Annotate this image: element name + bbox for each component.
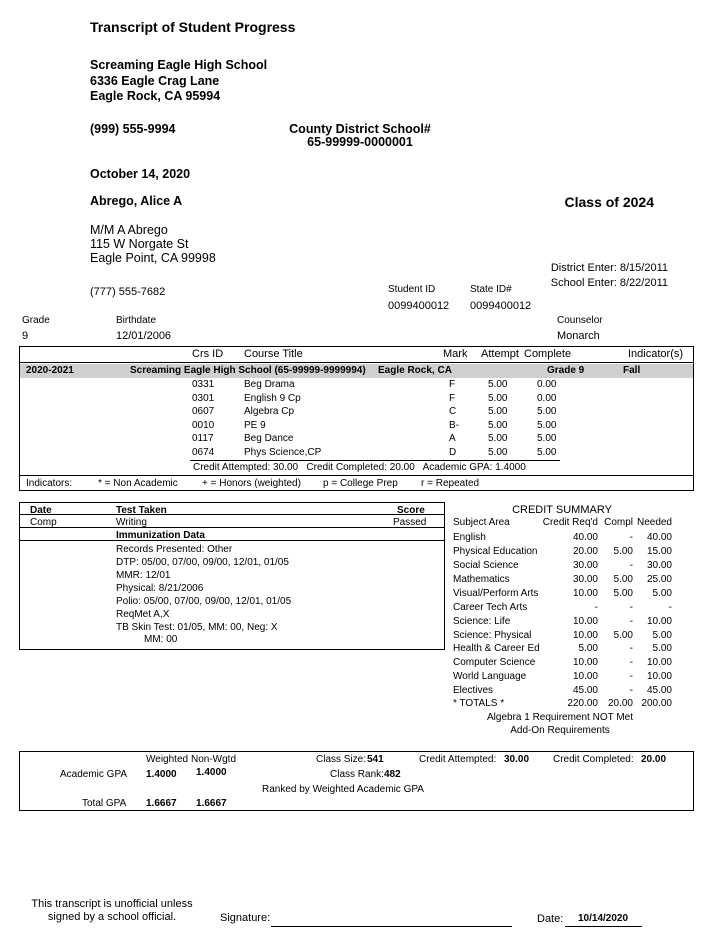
course-id: 0301	[192, 393, 215, 404]
course-id: 0674	[192, 447, 215, 458]
credit-completed: -	[629, 616, 633, 627]
credit-completed-value: 20.00	[641, 754, 667, 765]
credit-needed: 5.00	[652, 643, 672, 654]
district-number: 65-99999-0000001	[307, 135, 413, 149]
birthdate-label: Birthdate	[116, 315, 157, 326]
credit-needed: 45.00	[646, 685, 672, 696]
signature-line[interactable]	[271, 926, 512, 927]
school-address-line1: 6336 Eagle Crag Lane	[90, 74, 220, 88]
credit-required: 45.00	[572, 685, 598, 696]
student-city: Eagle Point, CA 99998	[90, 251, 216, 265]
total-gpa-label: Total GPA	[82, 798, 127, 809]
gpa-nonweighted-header: Non-Wgtd	[191, 754, 237, 765]
credit-completed: -	[629, 560, 633, 571]
ranked-by-note: Ranked by Weighted Academic GPA	[262, 784, 424, 795]
credit-subject: Science: Physical	[453, 630, 532, 641]
term-grade: Grade 9	[547, 365, 585, 376]
credit-attempted-label: Credit Attempted:	[419, 754, 497, 765]
credit-required: 30.00	[572, 560, 598, 571]
course-complete: 5.00	[537, 433, 557, 444]
counselor-label: Counselor	[557, 315, 603, 326]
credit-needed: -	[668, 602, 672, 613]
credit-required: 5.00	[578, 643, 598, 654]
credit-required: 20.00	[572, 546, 598, 557]
course-mark: C	[449, 406, 457, 417]
date-value: 10/14/2020	[578, 913, 629, 924]
col-header-course-title: Course Title	[244, 348, 303, 360]
student-id-label: Student ID	[388, 284, 436, 295]
course-id: 0607	[192, 406, 215, 417]
tests-test-header: Test Taken	[116, 505, 167, 516]
course-attempt: 5.00	[488, 420, 508, 431]
credit-completed: -	[629, 643, 633, 654]
immunization-line: MM: 00	[144, 634, 178, 645]
credit-required: 10.00	[572, 616, 598, 627]
course-id: 0331	[192, 379, 215, 390]
indicator-honors: + = Honors (weighted)	[202, 478, 301, 489]
course-title: English 9 Cp	[244, 393, 301, 404]
credit-subject: Mathematics	[453, 574, 510, 585]
credit-header-subject: Subject Area	[453, 517, 510, 528]
district-enter: District Enter: 8/15/2011	[550, 262, 668, 274]
course-mark: F	[449, 393, 456, 404]
course-attempt: 5.00	[488, 447, 508, 458]
credit-subject: English	[453, 532, 486, 543]
credit-completed: 20.00	[607, 698, 633, 709]
immunization-line: MMR: 12/01	[116, 570, 171, 581]
grade-label: Grade	[22, 315, 50, 326]
term-credit-summary: Credit Attempted: 30.00 Credit Completed: 20.00 Academic GPA: 1.4000	[193, 462, 526, 473]
col-header-indicators: Indicator(s)	[628, 348, 684, 360]
term-city: Eagle Rock, CA	[378, 365, 452, 376]
credit-required: 10.00	[572, 671, 598, 682]
credit-subject: Science: Life	[453, 616, 511, 627]
term-school: Screaming Eagle High School (65-99999-9999994)	[130, 365, 366, 376]
course-title: Beg Drama	[244, 379, 295, 390]
test-name: Writing	[116, 517, 147, 528]
course-title: Phys Science,CP	[244, 447, 322, 458]
course-complete: 0.00	[537, 393, 557, 404]
course-complete: 5.00	[537, 420, 557, 431]
credit-completed: -	[629, 657, 633, 668]
credit-required: 10.00	[572, 657, 598, 668]
credit-header-needed: Needed	[636, 517, 672, 528]
credit-completed-label: Credit Completed:	[553, 754, 634, 765]
class-rank-label: Class Rank:	[330, 769, 384, 780]
course-attempt: 5.00	[488, 393, 508, 404]
credit-needed: 200.00	[641, 698, 672, 709]
academic-gpa-weighted: 1.4000	[146, 769, 177, 780]
academic-gpa-nonweighted: 1.4000	[196, 767, 227, 778]
algebra-requirement-note: Algebra 1 Requirement NOT Met	[487, 712, 633, 723]
student-id: 0099400012	[388, 300, 450, 312]
guardian-name: M/M A Abrego	[90, 223, 168, 237]
course-title: Beg Dance	[244, 433, 294, 444]
credit-needed: 5.00	[652, 630, 672, 641]
credit-needed: 30.00	[646, 560, 672, 571]
credit-needed: 40.00	[646, 532, 672, 543]
credit-completed: 5.00	[613, 546, 633, 557]
test-score: Passed	[393, 517, 427, 528]
term-year: 2020-2021	[26, 365, 74, 376]
credit-needed: 5.00	[652, 588, 672, 599]
transcript-title: Transcript of Student Progress	[90, 19, 296, 35]
course-complete: 5.00	[537, 447, 557, 458]
credit-required: 220.00	[567, 698, 598, 709]
school-name: Screaming Eagle High School	[90, 58, 268, 72]
credit-subject: Health & Career Ed	[453, 643, 540, 654]
credit-required: 40.00	[572, 532, 598, 543]
total-gpa-weighted: 1.6667	[146, 798, 177, 809]
grade-value: 9	[22, 330, 29, 342]
test-date: Comp	[30, 517, 57, 528]
district-label: County District School#	[289, 122, 431, 136]
credit-needed: 10.00	[646, 657, 672, 668]
course-mark: B-	[449, 420, 459, 431]
school-enter: School Enter: 8/22/2011	[550, 277, 668, 289]
immunization-line: ReqMet A,X	[116, 609, 170, 620]
col-header-complete: Complete	[524, 348, 572, 360]
credit-needed: 25.00	[646, 574, 672, 585]
credit-subject: Visual/Perform Arts	[453, 588, 539, 599]
credit-header-required: Credit Req'd	[542, 517, 598, 528]
credit-subject: World Language	[453, 671, 527, 682]
credit-subject: Computer Science	[453, 657, 536, 668]
course-title: PE 9	[244, 420, 266, 431]
credit-subject: Electives	[453, 685, 494, 696]
col-header-crs-id: Crs ID	[192, 348, 224, 360]
unofficial-note-line1: This transcript is unofficial unless	[31, 898, 193, 910]
course-attempt: 5.00	[488, 433, 508, 444]
immunization-title: Immunization Data	[116, 530, 205, 541]
course-mark: A	[449, 433, 456, 444]
course-id: 0010	[192, 420, 215, 431]
credit-header-completed: Compl	[604, 517, 633, 528]
indicators-label: Indicators:	[26, 478, 73, 489]
tests-date-header: Date	[30, 505, 52, 516]
credit-summary-title: CREDIT SUMMARY	[512, 504, 612, 516]
credit-subject: Social Science	[453, 560, 519, 571]
credit-completed: -	[629, 532, 633, 543]
add-on-requirements: Add-On Requirements	[510, 725, 610, 736]
credit-completed: 5.00	[613, 630, 633, 641]
credit-required: 30.00	[572, 574, 598, 585]
academic-gpa-label: Academic GPA	[60, 769, 128, 780]
class-size-label: Class Size:	[316, 754, 367, 765]
course-title: Algebra Cp	[244, 406, 295, 417]
course-complete: 0.00	[537, 379, 557, 390]
credit-required: 10.00	[572, 588, 598, 599]
student-name: Abrego, Alice A	[90, 194, 183, 208]
indicator-repeated: r = Repeated	[421, 478, 480, 489]
transcript-date: October 14, 2020	[90, 167, 191, 181]
school-phone: (999) 555-9994	[90, 122, 176, 136]
indicator-non-academic: * = Non Academic	[98, 478, 178, 489]
credit-completed: 5.00	[613, 574, 633, 585]
credit-needed: 15.00	[646, 546, 672, 557]
indicator-college-prep: p = College Prep	[323, 478, 398, 489]
immunization-line: DTP: 05/00, 07/00, 09/00, 12/01, 01/05	[116, 557, 289, 568]
birthdate-value: 12/01/2006	[116, 330, 172, 342]
student-phone: (777) 555-7682	[90, 286, 166, 298]
signature-label: Signature:	[220, 912, 271, 924]
credit-needed: 10.00	[646, 671, 672, 682]
credit-subject: Career Tech Arts	[453, 602, 528, 613]
state-id-label: State ID#	[470, 284, 512, 295]
immunization-line: Records Presented: Other	[116, 544, 233, 555]
gpa-weighted-header: Weighted	[146, 754, 189, 765]
credit-required: 10.00	[572, 630, 598, 641]
unofficial-note-line2: signed by a school official.	[47, 911, 177, 923]
credit-completed: 5.00	[613, 588, 633, 599]
course-mark: D	[449, 447, 457, 458]
immunization-line: TB Skin Test: 01/05, MM: 00, Neg: X	[116, 622, 278, 633]
school-address-line2: Eagle Rock, CA 95994	[90, 89, 221, 103]
credit-completed: -	[629, 602, 633, 613]
course-mark: F	[449, 379, 456, 390]
date-line	[565, 926, 642, 927]
credit-attempted-value: 30.00	[504, 754, 530, 765]
credit-needed: 10.00	[646, 616, 672, 627]
credit-required: -	[594, 602, 598, 613]
class-rank-value: 482	[384, 769, 401, 780]
course-attempt: 5.00	[488, 406, 508, 417]
course-complete: 5.00	[537, 406, 557, 417]
course-attempt: 5.00	[488, 379, 508, 390]
tests-score-header: Score	[397, 505, 425, 516]
class-size-value: 541	[367, 754, 384, 765]
credit-subject: Physical Education	[453, 546, 538, 557]
credit-subject: * TOTALS *	[453, 698, 505, 709]
state-id: 0099400012	[470, 300, 532, 312]
total-gpa-nonweighted: 1.6667	[196, 798, 227, 809]
col-header-attempt: Attempt	[481, 348, 519, 360]
col-header-mark: Mark	[443, 348, 468, 360]
immunization-line: Polio: 05/00, 07/00, 09/00, 12/01, 01/05	[116, 596, 292, 607]
student-street: 115 W Norgate St	[90, 237, 189, 251]
credit-completed: -	[629, 671, 633, 682]
immunization-line: Physical: 8/21/2006	[116, 583, 204, 594]
class-of: Class of 2024	[564, 194, 654, 210]
course-id: 0117	[192, 433, 214, 444]
term-season: Fall	[623, 365, 641, 376]
credit-completed: -	[629, 685, 633, 696]
counselor-value: Monarch	[557, 330, 600, 342]
date-label: Date:	[537, 913, 564, 925]
